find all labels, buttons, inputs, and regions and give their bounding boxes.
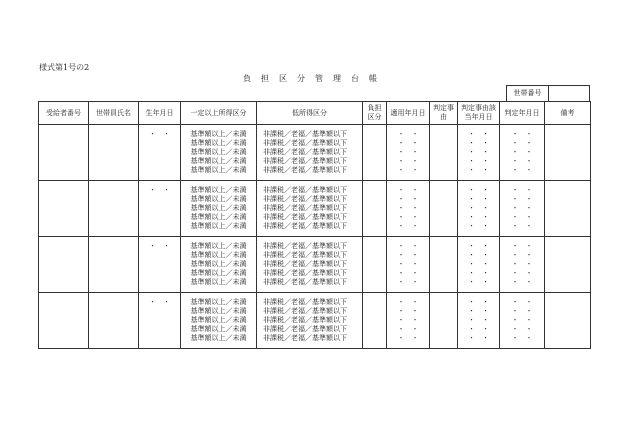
reason-date-dots: ・ ・	[468, 157, 489, 165]
apply-date-dots: ・ ・	[397, 269, 419, 277]
birth_date-cell[interactable]	[139, 237, 181, 293]
low-income-option: 非課税／老福／基準額以下	[263, 195, 347, 203]
income-class-option: 基準額以上／未満	[190, 213, 247, 221]
header-row	[39, 102, 591, 125]
burden_class-lines	[363, 181, 386, 186]
reason-date-dots: ・ ・	[468, 278, 489, 286]
income-class-option: 基準額以上／未満	[190, 148, 247, 156]
burden_class-cell[interactable]	[363, 125, 387, 181]
reason_date-cell[interactable]	[458, 293, 500, 349]
recipient_no-cell[interactable]	[39, 125, 89, 181]
low-income-option: 非課税／老福／基準額以下	[263, 260, 347, 268]
low_income_class-lines	[257, 125, 362, 175]
judgment_date-lines	[500, 125, 544, 175]
recipient_no-cell[interactable]	[39, 181, 89, 237]
household-block	[39, 125, 591, 181]
judgment-date-dots: ・ ・	[511, 242, 533, 250]
judgment_date-cell[interactable]	[500, 237, 545, 293]
income-class-option: 基準額以上／未満	[190, 251, 247, 259]
judgment-date-dots: ・ ・	[511, 166, 533, 174]
judgment-date-dots: ・ ・	[511, 222, 533, 230]
recipient_no-cell[interactable]	[39, 237, 89, 293]
reason_date-lines	[458, 181, 499, 231]
low-income-option: 非課税／老福／基準額以下	[263, 242, 347, 250]
apply-date-dots: ・ ・	[397, 213, 419, 221]
judgment-date-dots: ・ ・	[511, 298, 533, 306]
judgment_reason-cell[interactable]	[430, 237, 458, 293]
income-class-option: 基準額以上／未満	[190, 298, 247, 306]
judgment_date-lines	[500, 237, 544, 287]
low_income_class-cell[interactable]	[257, 181, 363, 237]
judgment_date-cell[interactable]	[500, 293, 545, 349]
header-apply_date: 適用年月日	[387, 102, 430, 125]
birth-date-dots: ・ ・	[149, 186, 170, 194]
reason_date-cell[interactable]	[458, 181, 500, 237]
income_class-cell[interactable]	[181, 237, 257, 293]
reason-date-dots: ・ ・	[468, 148, 489, 156]
reason-date-dots: ・ ・	[468, 139, 489, 147]
apply-date-dots: ・ ・	[397, 130, 419, 138]
income-class-option: 基準額以上／未満	[190, 325, 247, 333]
judgment_reason-cell[interactable]	[430, 181, 458, 237]
judgment_reason-lines	[430, 125, 457, 130]
apply_date-lines	[387, 181, 429, 231]
recipient_no-lines	[39, 181, 88, 186]
judgment_reason-lines	[430, 293, 457, 298]
judgment-date-dots: ・ ・	[511, 260, 533, 268]
header-member_name: 世帯員氏名	[89, 102, 139, 125]
judgment-date-dots: ・ ・	[511, 139, 533, 147]
low-income-option: 非課税／老福／基準額以下	[263, 166, 347, 174]
reason-date-dots: ・ ・	[468, 166, 489, 174]
income_class-lines	[181, 125, 256, 175]
judgment-date-dots: ・ ・	[511, 157, 533, 165]
reason_date-cell[interactable]	[458, 237, 500, 293]
apply-date-dots: ・ ・	[397, 222, 419, 230]
apply-date-dots: ・ ・	[397, 242, 419, 250]
member_name-lines	[89, 125, 138, 130]
remarks-lines	[545, 293, 590, 298]
recipient_no-lines	[39, 125, 88, 130]
reason-date-dots: ・ ・	[468, 307, 489, 315]
apply-date-dots: ・ ・	[397, 334, 419, 342]
reason-date-dots: ・ ・	[468, 251, 489, 259]
income-class-option: 基準額以上／未満	[190, 222, 247, 230]
low-income-option: 非課税／老福／基準額以下	[263, 269, 347, 277]
apply_date-cell[interactable]	[387, 125, 430, 181]
reason_date-lines	[458, 293, 499, 343]
page-title: 負担区分管理台帳	[243, 74, 387, 83]
income_class-cell[interactable]	[181, 125, 257, 181]
reason-date-dots: ・ ・	[468, 242, 489, 250]
header-low_income_class: 低所得区分	[257, 102, 363, 125]
apply_date-lines	[387, 237, 429, 287]
apply-date-dots: ・ ・	[397, 278, 419, 286]
birth_date-lines	[139, 181, 180, 195]
reason_date-lines	[458, 125, 499, 175]
apply-date-dots: ・ ・	[397, 260, 419, 268]
reason-date-dots: ・ ・	[468, 325, 489, 333]
recipient_no-lines	[39, 237, 88, 242]
reason-date-dots: ・ ・	[468, 260, 489, 268]
header-remarks: 備考	[545, 102, 591, 125]
judgment-date-dots: ・ ・	[511, 334, 533, 342]
birth_date-cell[interactable]	[139, 125, 181, 181]
member_name-cell[interactable]	[89, 237, 139, 293]
low-income-option: 非課税／老福／基準額以下	[263, 148, 347, 156]
income-class-option: 基準額以上／未満	[190, 186, 247, 194]
burden_class-cell[interactable]	[363, 237, 387, 293]
apply_date-cell[interactable]	[387, 293, 430, 349]
apply-date-dots: ・ ・	[397, 166, 419, 174]
income-class-option: 基準額以上／未満	[190, 204, 247, 212]
recipient_no-lines	[39, 293, 88, 298]
low-income-option: 非課税／老福／基準額以下	[263, 307, 347, 315]
judgment-date-dots: ・ ・	[511, 251, 533, 259]
remarks-lines	[545, 181, 590, 186]
income_class-cell[interactable]	[181, 181, 257, 237]
household-block	[39, 237, 591, 293]
burden_class-lines	[363, 293, 386, 298]
birth_date-lines	[139, 125, 180, 139]
birth-date-dots: ・ ・	[149, 298, 170, 306]
low_income_class-cell[interactable]	[257, 293, 363, 349]
low-income-option: 非課税／老福／基準額以下	[263, 325, 347, 333]
header-income_class: 一定以上所得区分	[181, 102, 257, 125]
judgment_reason-cell[interactable]	[430, 293, 458, 349]
judgment-date-dots: ・ ・	[511, 186, 533, 194]
income_class-lines	[181, 293, 256, 343]
birth_date-lines	[139, 237, 180, 251]
remarks-lines	[545, 125, 590, 130]
apply_date-lines	[387, 125, 429, 175]
low-income-option: 非課税／老福／基準額以下	[263, 316, 347, 324]
income-class-option: 基準額以上／未満	[190, 260, 247, 268]
member_name-cell[interactable]	[89, 293, 139, 349]
apply-date-dots: ・ ・	[397, 316, 419, 324]
income-class-option: 基準額以上／未満	[190, 242, 247, 250]
apply-date-dots: ・ ・	[397, 298, 419, 306]
income-class-option: 基準額以上／未満	[190, 334, 247, 342]
reason-date-dots: ・ ・	[468, 222, 489, 230]
header-birth_date: 生年月日	[139, 102, 181, 125]
income-class-option: 基準額以上／未満	[190, 278, 247, 286]
burden_class-cell[interactable]	[363, 293, 387, 349]
apply_date-cell[interactable]	[387, 237, 430, 293]
low-income-option: 非課税／老福／基準額以下	[263, 334, 347, 342]
apply-date-dots: ・ ・	[397, 195, 419, 203]
header-judgment_reason: 判定事由	[430, 102, 458, 125]
income-class-option: 基準額以上／未満	[190, 166, 247, 174]
burden_class-cell[interactable]	[363, 181, 387, 237]
member_name-lines	[89, 293, 138, 298]
judgment-date-dots: ・ ・	[511, 195, 533, 203]
member_name-cell[interactable]	[89, 181, 139, 237]
remarks-cell[interactable]	[545, 293, 591, 349]
low_income_class-cell[interactable]	[257, 237, 363, 293]
remarks-cell[interactable]	[545, 181, 591, 237]
household-number-box	[506, 85, 590, 101]
income-class-option: 基準額以上／未満	[190, 195, 247, 203]
birth-date-dots: ・ ・	[149, 242, 170, 250]
judgment_reason-lines	[430, 181, 457, 186]
reason-date-dots: ・ ・	[468, 213, 489, 221]
apply-date-dots: ・ ・	[397, 325, 419, 333]
low-income-option: 非課税／老福／基準額以下	[263, 213, 347, 221]
judgment-date-dots: ・ ・	[511, 148, 533, 156]
income-class-option: 基準額以上／未満	[190, 316, 247, 324]
income_class-cell[interactable]	[181, 293, 257, 349]
low-income-option: 非課税／老福／基準額以下	[263, 278, 347, 286]
judgment-date-dots: ・ ・	[511, 130, 533, 138]
header-recipient_no: 受給者番号	[39, 102, 89, 125]
reason-date-dots: ・ ・	[468, 334, 489, 342]
recipient_no-cell[interactable]	[39, 293, 89, 349]
apply_date-lines	[387, 293, 429, 343]
reason_date-lines	[458, 237, 499, 287]
apply-date-dots: ・ ・	[397, 307, 419, 315]
birth_date-cell[interactable]	[139, 293, 181, 349]
judgment-date-dots: ・ ・	[511, 269, 533, 277]
remarks-cell[interactable]	[545, 125, 591, 181]
judgment-date-dots: ・ ・	[511, 325, 533, 333]
low_income_class-lines	[257, 293, 362, 343]
judgment_date-lines	[500, 293, 544, 343]
low_income_class-lines	[257, 237, 362, 287]
remarks-cell[interactable]	[545, 237, 591, 293]
judgment_reason-lines	[430, 237, 457, 242]
birth-date-dots: ・ ・	[149, 130, 170, 138]
low-income-option: 非課税／老福／基準額以下	[263, 222, 347, 230]
income-class-option: 基準額以上／未満	[190, 139, 247, 147]
birth_date-lines	[139, 293, 180, 307]
income-class-option: 基準額以上／未満	[190, 307, 247, 315]
header-reason_date: 判定事由該当年月日	[458, 102, 500, 125]
income-class-option: 基準額以上／未満	[190, 269, 247, 277]
low-income-option: 非課税／老福／基準額以下	[263, 298, 347, 306]
apply-date-dots: ・ ・	[397, 148, 419, 156]
reason_date-cell[interactable]	[458, 125, 500, 181]
apply-date-dots: ・ ・	[397, 139, 419, 147]
income-class-option: 基準額以上／未満	[190, 157, 247, 165]
apply-date-dots: ・ ・	[397, 204, 419, 212]
apply-date-dots: ・ ・	[397, 157, 419, 165]
header-burden_class: 負担区分	[363, 102, 387, 125]
judgment-date-dots: ・ ・	[511, 307, 533, 315]
member_name-cell[interactable]	[89, 125, 139, 181]
reason-date-dots: ・ ・	[468, 130, 489, 138]
form-number: 様式第1号の2	[39, 63, 90, 72]
header-judgment_date: 判定年月日	[500, 102, 545, 125]
low-income-option: 非課税／老福／基準額以下	[263, 130, 347, 138]
household-block	[39, 293, 591, 349]
burden_class-lines	[363, 237, 386, 242]
apply-date-dots: ・ ・	[397, 186, 419, 194]
low-income-option: 非課税／老福／基準額以下	[263, 139, 347, 147]
reason-date-dots: ・ ・	[468, 298, 489, 306]
reason-date-dots: ・ ・	[468, 186, 489, 194]
reason-date-dots: ・ ・	[468, 195, 489, 203]
reason-date-dots: ・ ・	[468, 316, 489, 324]
member_name-lines	[89, 237, 138, 242]
low-income-option: 非課税／老福／基準額以下	[263, 157, 347, 165]
birth_date-cell[interactable]	[139, 181, 181, 237]
member_name-lines	[89, 181, 138, 186]
income_class-lines	[181, 237, 256, 287]
judgment-date-dots: ・ ・	[511, 213, 533, 221]
low_income_class-cell[interactable]	[257, 125, 363, 181]
income_class-lines	[181, 181, 256, 231]
burden_class-lines	[363, 125, 386, 130]
household-block	[39, 181, 591, 237]
judgment-date-dots: ・ ・	[511, 204, 533, 212]
low-income-option: 非課税／老福／基準額以下	[263, 251, 347, 259]
judgment_date-lines	[500, 181, 544, 231]
remarks-lines	[545, 237, 590, 242]
judgment_date-cell[interactable]	[500, 125, 545, 181]
apply_date-cell[interactable]	[387, 181, 430, 237]
judgment_date-cell[interactable]	[500, 181, 545, 237]
household-number-label: 世帯番号	[507, 86, 549, 101]
ledger-table	[38, 101, 591, 349]
low-income-option: 非課税／老福／基準額以下	[263, 186, 347, 194]
apply-date-dots: ・ ・	[397, 251, 419, 259]
judgment-date-dots: ・ ・	[511, 316, 533, 324]
reason-date-dots: ・ ・	[468, 269, 489, 277]
reason-date-dots: ・ ・	[468, 204, 489, 212]
income-class-option: 基準額以上／未満	[190, 130, 247, 138]
judgment_reason-cell[interactable]	[430, 125, 458, 181]
low_income_class-lines	[257, 181, 362, 231]
judgment-date-dots: ・ ・	[511, 278, 533, 286]
low-income-option: 非課税／老福／基準額以下	[263, 204, 347, 212]
